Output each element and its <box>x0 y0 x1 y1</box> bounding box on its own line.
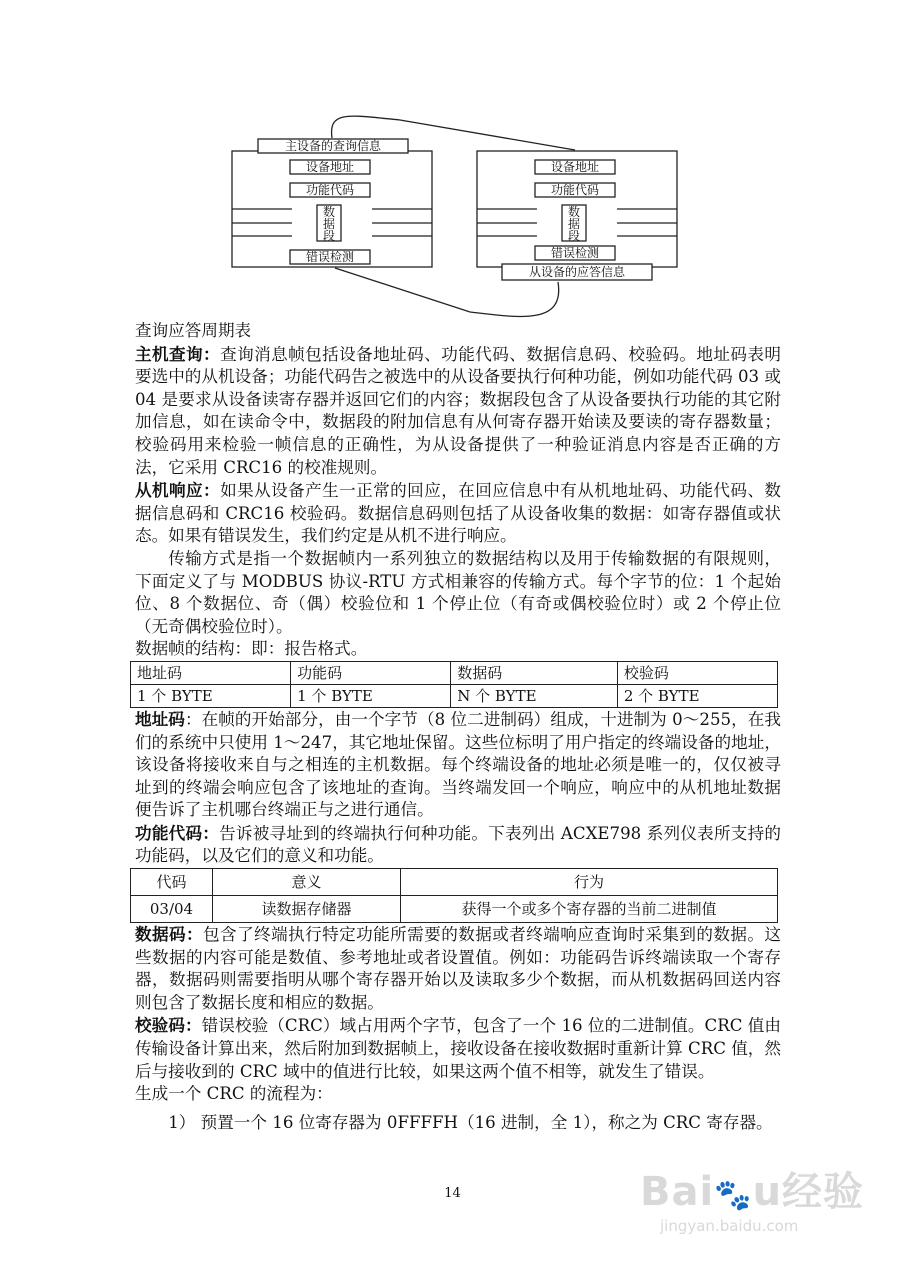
function-code-paragraph <box>135 822 781 868</box>
term-heading: 从机响应： <box>135 480 221 501</box>
paragraph-text: 如果从设备产生一正常的回应，在回应信息中有从机地址码、功能代码、数据信息码和 CRC16 校验码。数据信息码则包括了从设备收集的数据：如寄存器值或状态。如果有错误发生，我们约定是从机不进行响应。 <box>135 481 782 546</box>
frame-format-table <box>130 661 778 708</box>
term-heading: 地址码 <box>135 708 185 729</box>
paragraph-text: 包含了终端执行特定功能所需要的数据或者终端响应查询时采集到的数据。这些数据的内容可能是数值、参考地址或者设置值。例如：功能码告诉终端读取一个寄存器，数据码则需要指明从哪个寄存器开始以及读取多少个数据，而从机数据码回送内容则包含了数据长度和相应的数据。 <box>135 925 782 1012</box>
table-cell: 地址码 <box>131 661 291 684</box>
table-cell: 行为 <box>401 869 778 896</box>
transmission-paragraph: 传输方式是指一个数据帧内一系列独立的数据结构以及用于传输数据的有限规则，下面定义了与 MODBUS 协议-RTU 方式相兼容的传输方式。每个字节的位：1 个起始位、8 个数据位、奇（偶）校验位和 1 个停止位（有奇或偶校验位时）或 2 个停止位（无奇偶校验位时）。 <box>135 548 781 636</box>
page-number: 14 <box>444 1186 461 1201</box>
slave-function-field: 功能代码 <box>550 183 600 197</box>
paragraph-text: 查询消息帧包括设备地址码、功能代码、数据信息码、校验码。地址码表明要选中的从机设备；功能代码告之被选中的从设备要执行何种功能，例如功能代码 03 或 04 是要求从设备读寄存器并返回它们的内容；数据段包含了从设备要执行功能的其它附加信息，如在读命令中，数据段的附加信息有从何寄存器开始读及要读的寄存器数量；校验码用来检验一帧信息的正确性，为从设备提供了一种验证消息内容是否正确的方法，它采用 CRC16 的校准规则。 <box>135 344 782 477</box>
master-query-paragraph <box>135 343 781 480</box>
slave-data-field-1: 数 <box>567 205 581 219</box>
crc-procedure-intro: 生成一个 CRC 的流程为： <box>135 1084 333 1104</box>
function-code-table <box>130 868 778 923</box>
check-code-paragraph <box>135 1014 781 1083</box>
table-cell: N 个 BYTE <box>451 684 618 707</box>
document-body <box>135 320 781 1134</box>
table-cell: 1 个 BYTE <box>131 684 291 707</box>
table-cell: 校验码 <box>617 661 777 684</box>
master-data-field-2: 据 <box>322 217 336 231</box>
term-heading: 主机查询： <box>135 343 221 364</box>
table-cell: 意义 <box>213 869 401 896</box>
term-heading: 数据码： <box>135 924 204 945</box>
address-code-paragraph <box>135 708 781 822</box>
table-header-row <box>131 661 778 684</box>
table-cell: 读数据存储器 <box>213 896 401 923</box>
query-response-diagram <box>220 90 720 320</box>
master-data-field-3: 段 <box>322 229 336 243</box>
slave-response-label: 从设备的应答信息 <box>528 265 626 279</box>
master-query-label: 主设备的查询信息 <box>284 139 382 153</box>
table-cell: 03/04 <box>131 896 213 923</box>
paragraph-text: 告诉被寻址到的终端执行何种功能。下表列出 ACXE798 系列仪表所支持的功能码，以及它们的意义和功能。 <box>135 823 782 866</box>
diagram-caption: 查询应答周期表 <box>135 321 252 340</box>
table-row <box>131 896 778 923</box>
table-cell: 功能码 <box>291 661 451 684</box>
master-address-field: 设备地址 <box>305 160 355 174</box>
table-cell: 代码 <box>131 869 213 896</box>
table-cell: 1 个 BYTE <box>291 684 451 707</box>
table-cell: 数据码 <box>451 661 618 684</box>
data-code-paragraph <box>135 923 781 1014</box>
frame-structure-paragraph: 数据帧的结构：即：报告格式。 <box>135 639 368 659</box>
term-heading: 功能代码： <box>135 822 220 843</box>
table-header-row <box>131 869 778 896</box>
table-cell: 2 个 BYTE <box>617 684 777 707</box>
paragraph-text: ：在帧的开始部分，由一个字节（8 位二进制码）组成，十进制为 0～255，在我们的系统中只使用 1～247，其它地址保留。这些位标明了用户指定的终端设备的地址，该设备将接收来自与之相连的主机数据。每个终端设备的地址必须是唯一的，仅仅被寻址到的终端会响应包含了该地址的查询。当终端发回一个响应，响应中的从机地址数据便告诉了主机哪台终端正与之进行通信。 <box>135 709 781 820</box>
watermark-url: jingyan.baidu.com <box>660 1217 799 1235</box>
baidu-watermark-logo <box>640 1160 864 1235</box>
table-cell: 获得一个或多个寄存器的当前二进制值 <box>401 896 778 923</box>
watermark-logo-text: Bai🐾u经验 <box>640 1169 865 1215</box>
master-data-field-1: 数 <box>322 205 336 219</box>
table-row <box>131 684 778 707</box>
crc-step-1: 1） 预置一个 16 位寄存器为 0FFFFH（16 进制，全 1），称之为 CRC 寄存器。 <box>168 1112 773 1132</box>
paragraph-text: 错误校验（CRC）域占用两个字节，包含了一个 16 位的二进制值。CRC 值由传输设备计算出来，然后附加到数据帧上，接收设备在接收数据时重新计算 CRC 值，然后与接收到的 CRC 域中的值进行比较，如果这两个值不相等，就发生了错误。 <box>135 1016 781 1081</box>
slave-data-field-3: 段 <box>567 229 581 243</box>
slave-response-paragraph <box>135 479 781 548</box>
slave-data-field-2: 据 <box>567 217 581 231</box>
slave-address-field: 设备地址 <box>550 160 600 174</box>
slave-error-check-field: 错误检测 <box>550 246 600 260</box>
master-error-check-field: 错误检测 <box>305 250 355 264</box>
term-heading: 校验码： <box>135 1015 202 1036</box>
master-function-field: 功能代码 <box>305 183 355 197</box>
